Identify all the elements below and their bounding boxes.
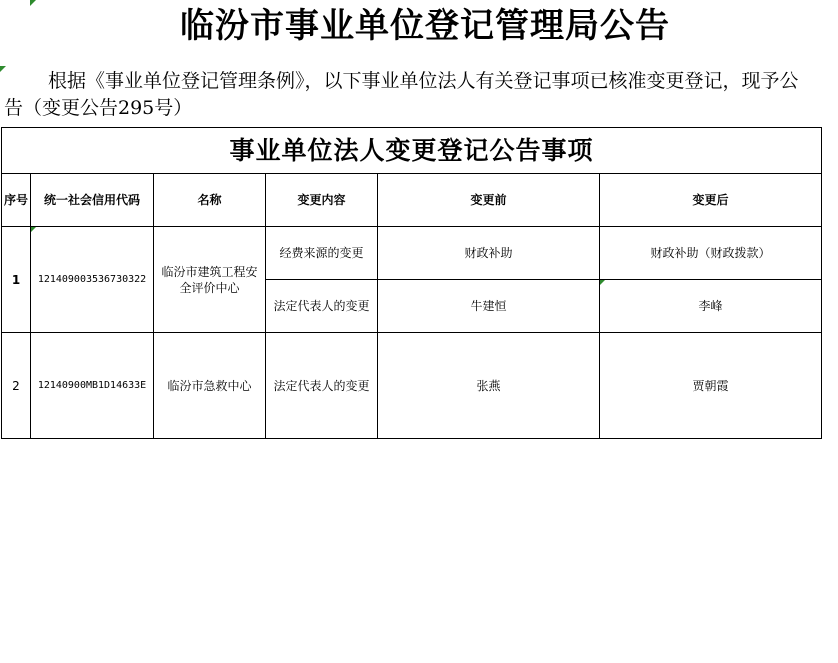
row-before: 财政补助 (378, 227, 600, 280)
row-org-name: 临汾市急救中心 (154, 333, 266, 439)
row-before: 牛建恒 (378, 280, 600, 333)
row-after: 财政补助（财政拨款） (600, 227, 822, 280)
row-after: 贾朝霞 (600, 333, 822, 439)
header-before: 变更前 (378, 174, 600, 227)
table-title: 事业单位法人变更登记公告事项 (2, 128, 822, 174)
table-header-row (2, 174, 822, 227)
header-after: 变更后 (600, 174, 822, 227)
row-seq: 2 (2, 333, 31, 439)
header-credit-code: 统一社会信用代码 (31, 174, 154, 227)
table-row (2, 333, 822, 439)
row-credit-code (31, 227, 154, 333)
intro-text: 根据《事业单位登记管理条例》，以下事业单位法人有关登记事项已核准变更登记，现予公告（变更公告295号） (4, 70, 799, 119)
row-credit-code: 12140900MB1D14633E (31, 333, 154, 439)
header-name: 名称 (154, 174, 266, 227)
row-credit-code-text: 121409003536730322 (37, 273, 147, 285)
notice-table (1, 127, 822, 439)
row-after (600, 280, 822, 333)
cell-comment-marker (31, 227, 36, 232)
row-org-name: 临汾市建筑工程安全评价中心 (154, 227, 266, 333)
row-change-item: 经费来源的变更 (266, 227, 378, 280)
row-change-item: 法定代表人的变更 (266, 333, 378, 439)
header-seq: 序号 (2, 174, 31, 227)
header-change-item: 变更内容 (266, 174, 378, 227)
page-title: 临汾市事业单位登记管理局公告 (180, 6, 670, 46)
table-row (2, 227, 822, 280)
row-seq: 1 (2, 227, 31, 333)
row-before: 张燕 (378, 333, 600, 439)
intro-paragraph (4, 68, 804, 122)
row-change-item: 法定代表人的变更 (266, 280, 378, 333)
row-after-text: 李峰 (698, 299, 723, 313)
cell-comment-marker (600, 280, 605, 285)
